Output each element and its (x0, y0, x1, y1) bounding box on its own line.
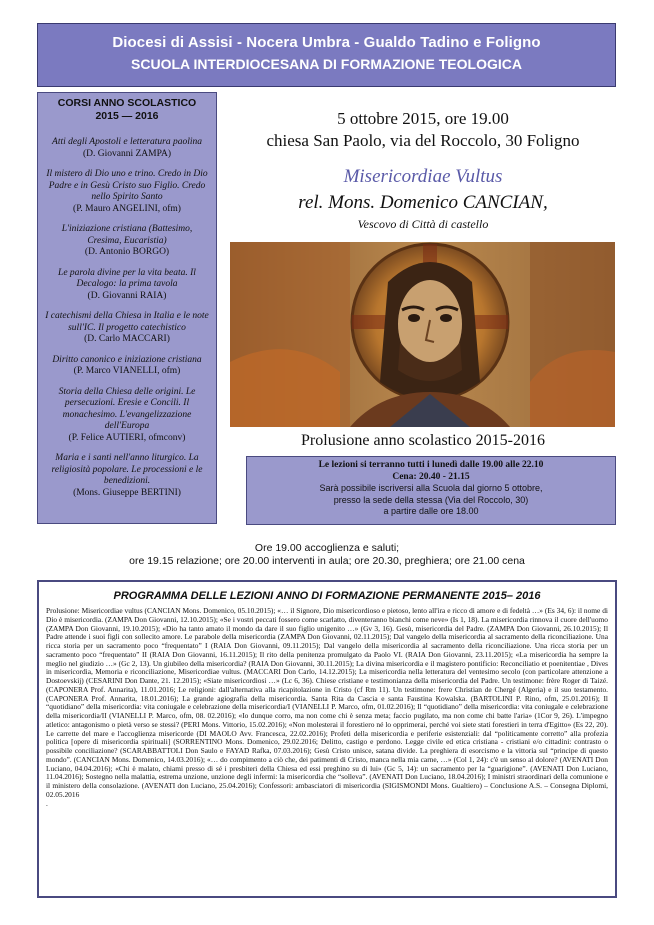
schedule-line1: Ore 19.00 accoglienza e saluti; (254, 542, 400, 554)
course-title: Atti degli Apostoli e letteratura paolina (52, 137, 202, 147)
course-professor: (D. Carlo MACCARI) (84, 334, 170, 344)
christ-fresco-image (230, 242, 615, 427)
course-professor: (P. Felice AUTIERI, ofmconv) (68, 432, 186, 443)
event-date: 5 ottobre 2015, ore 19.00 (337, 109, 509, 128)
program-box (37, 580, 617, 898)
course-title: L'iniziazione cristiana (Battesimo, Cresima, Eucaristia) (61, 224, 193, 246)
enrollment-line1: Sarà possibile iscriversi alla Scuola dal giorno 5 ottobre, (319, 483, 543, 493)
program-title: PROGRAMMA DELLE LEZIONI ANNO DI FORMAZIONE PERMANENTE 2015– 2016 (113, 590, 541, 602)
lessons-days: Le lezioni si terranno tutti i lunedì dalle 19.00 alle 22.10 (318, 460, 544, 470)
course-title: Le parola divine per la vita beata. Il Decalogo: la prima tavola (58, 267, 196, 289)
course-professor: (P. Marco VIANELLI, ofm) (73, 366, 181, 376)
event-title: Misericordiae Vultus (343, 166, 503, 187)
courses-year: 2015 — 2016 (95, 110, 159, 122)
course-item (44, 137, 210, 160)
event-info (228, 108, 618, 232)
evening-schedule (37, 542, 617, 568)
event-speaker-role: Vescovo di Città di castello (357, 217, 489, 231)
enrollment-line2: presso la sede della stessa (Via del Roccolo, 30) (333, 494, 529, 505)
course-title: Diritto canonico e iniziazione cristiana (52, 354, 202, 365)
course-item (44, 453, 210, 499)
program-body: Prolusione: Misericordiae vultus (CANCIAN Mons. Domenico, 05.10.2015); «… il Signore, Dio misericordioso e pietoso, lento all'ira e ricco di amore e di fedeltà …» (Es 34, 6): il nome di Dio è misericordia. (ZAMPA Don Giovanni, 12.10.2015); «Se i vostri peccati fossero come scarlatto, diventeranno bianchi come neve» (Is 1, 18). La misericordia rinnova il cuore dell'uomo (ZAMPA Don Giovanni, 19.10.2015); «Dio ha tanto amato il mondo da dare il suo figlio unigenito …» (Gv 3, 16). Gesù, misericordia del Padre. (ZAMPA Don Giovanni, 26.10.2015); Il Padre attende i suoi figli con sollecito amore. Le parabole della misericordia (ZAMPA Don Giovanni, 02.11.2015); Dal vangelo della misericordia al sacramento della riconciliazione. Una ricca storia per un sacramento poco “frequentato” I (RAIA Don Giovanni, 09.11.2015); Dal vangelo della misericordia al sacramento della riconciliazione. Una ricca storia per un sacramento poco “frequentato” II (RAIA Don Giovanni, 16.11.2015); Il rito della penitenza promulgato da Paolo VI. (RAIA Don Giovanni, 23.11.2015); «La misericordia ha sempre la meglio nel giudizio …» (Gc 2, 13). Un giubileo della misericordia? (RAIA Don Giovanni, 30.11.2015); La divina misericordia e il magistero pontificio: Reconciliatio et poenitentiae , Dives in misericordia, Memoria e riconciliazione, Misericordiae vultus. (MACCARI Don Carlo, 14.12.2015); La misericordia nella letteratura del ventesimo secolo (con particolare attenzione a Dostoevskij) (CESARINI Don Dante, 21. 12.2015); «Siate misericordiosi …» (Lc 6, 36). Chiese cristiane e testimonianza della misericordia del Padre. Un testimone: frère Roger di Taizé. (CAPONERA Prof. Annarita), 11.01.2016; Le religioni: dall'alternativa alla ricapitolazione in Cristo (cf Rm 11). Un testimone: frere Christian de Chergé (Algeria) e il suo testamento. (CAPONERA Prof. Annarita, 18.01.2016); La grande agiografia della misericordia. Santa Rita da Cascia e santa Faustina Kowalska. (BARTOLINI P. Rino, ofm, 25.01.2016); Il “quotidiano” della misericordia: vita coniugale e celebrazione della misericordia/I (VIANELLI P. Marco, ofm, 01.02.2016); Il “quotidiano” della misericordia: vita coniugale e celebrazione della misericordia/II (VIANELLI P. Marco, ofm, 08. 02.2016); «Io dunque corro, ma non come chi è senza meta; faccio pugilato, ma non come chi batte l'aria» (1Cor 9, 26). L'impegno atletico: antagonismo o pietà verso se stessi? (PERI Mons. Vittorio, 15.02.2016); «Non molesterai il forestiero né lo opprimerai, perché voi siete stati forestieri in terra d'Egitto» (Es 22, 20). Le carrette del mare e l'accoglienza misericorde (DI MAOLO Avv. Francesca, 22.02.2016); Profeti della misericordia e periferie esistenziali: dal “politicamente corretto” alla profezia politica [opere di misericordia spirituali] (SORRENTINO Mons. Domenico, 29.02.2016; Delitto, castigo e perdono. Legge civile ed etica cristiana - cristiani e/o cittadini: contrasto o possibile conciliazione? (SCARABBATTOLI Don Saulo e FAYAD Rafka, 07.03.2016); Gesù Cristo unisce, satana divide. La preghiera di esorcismo e la vittoria sul “principe di questo mondo”. (CANCIAN Mons. Domenico, 14.03.2016); «… do compimento a ciò che, dei patimenti di Cristo, manca nella mia carne, …» (Col 1, 24): c'è un senso al dolore? (AVENATI Don Luciano, 04.04.2016); «Chi è malato, chiami presso di sé i presbiteri della Chiesa ed essi preghino su di lui» (Gc 5, 14): un sacramento per la “guarigione”. (AVENATI Don Luciano, 11.04.2016); Sostegno nella malattia, estrema unzione, unzione degli infermi: la misericordia che “solleva”. (AVENATI Don Luciano, 18.04.2016); I ministri straordinari della comunione e il ministero della consolazione. (AVENATI don Luciano, 25.04.2016); Confessori: ambasciatori di misericordia (SIGISMONDI Mons. Gualtiero) – Conclusione A.S. – Consegna Diplomi, 02.05.2016 (46, 606, 608, 799)
course-professor: (D. Giovanni ZAMPA) (82, 148, 172, 159)
course-title: Storia della Chiesa delle origini. Le persecuzioni. Eresie e Concili. Il monachesimo. L'evangelizzazione dell'Europa (58, 386, 196, 431)
course-item (44, 355, 210, 378)
diocese-header (37, 23, 616, 87)
course-title: Maria e i santi nell'anno liturgico. La religiosità popolare. Le processioni e le benedizioni. (51, 453, 203, 486)
prolusione-title: Prolusione anno scolastico 2015-2016 (301, 432, 545, 449)
course-item (44, 387, 210, 445)
courses-sidebar (37, 92, 217, 524)
course-item (44, 224, 210, 259)
schedule-line2: ore 19.15 relazione; ore 20.00 interventi in aula; ore 20.30, preghiera; ore 21.00 cena (129, 555, 525, 567)
courses-title: CORSI ANNO SCOLASTICO (57, 97, 197, 109)
school-title: SCUOLA INTERDIOCESANA DI FORMAZIONE TEOLOGICA (131, 56, 522, 72)
enrollment-line3: a partire dalle ore 18.00 (383, 506, 479, 516)
lessons-info-box (246, 456, 616, 525)
course-title: I catechismi della Chiesa in Italia e le note sull'IC. Il progetto catechistico (45, 311, 209, 333)
program-trailing: . (46, 798, 48, 808)
course-professor: (Mons. Giuseppe BERTINI) (73, 487, 181, 498)
event-place: chiesa San Paolo, via del Roccolo, 30 Foligno (266, 131, 580, 150)
course-professor: (D. Giovanni RAIA) (87, 290, 167, 301)
course-professor: (D. Antonio BORGO) (84, 247, 170, 257)
diocese-title: Diocesi di Assisi - Nocera Umbra - Gualdo Tadino e Foligno (112, 34, 541, 51)
course-professor: (P. Mauro ANGELINI, ofm) (73, 203, 181, 214)
course-item (44, 268, 210, 303)
event-speaker: rel. Mons. Domenico CANCIAN, (298, 192, 548, 213)
course-item (44, 311, 210, 346)
dinner-time: Cena: 20.40 - 21.15 (392, 471, 470, 482)
course-title: Il mistero di Dio uno e trino. Credo in Dio Padre e in Gesù Cristo suo Figlio. Credo nello Spirito Santo (46, 169, 208, 202)
course-item (44, 169, 210, 215)
